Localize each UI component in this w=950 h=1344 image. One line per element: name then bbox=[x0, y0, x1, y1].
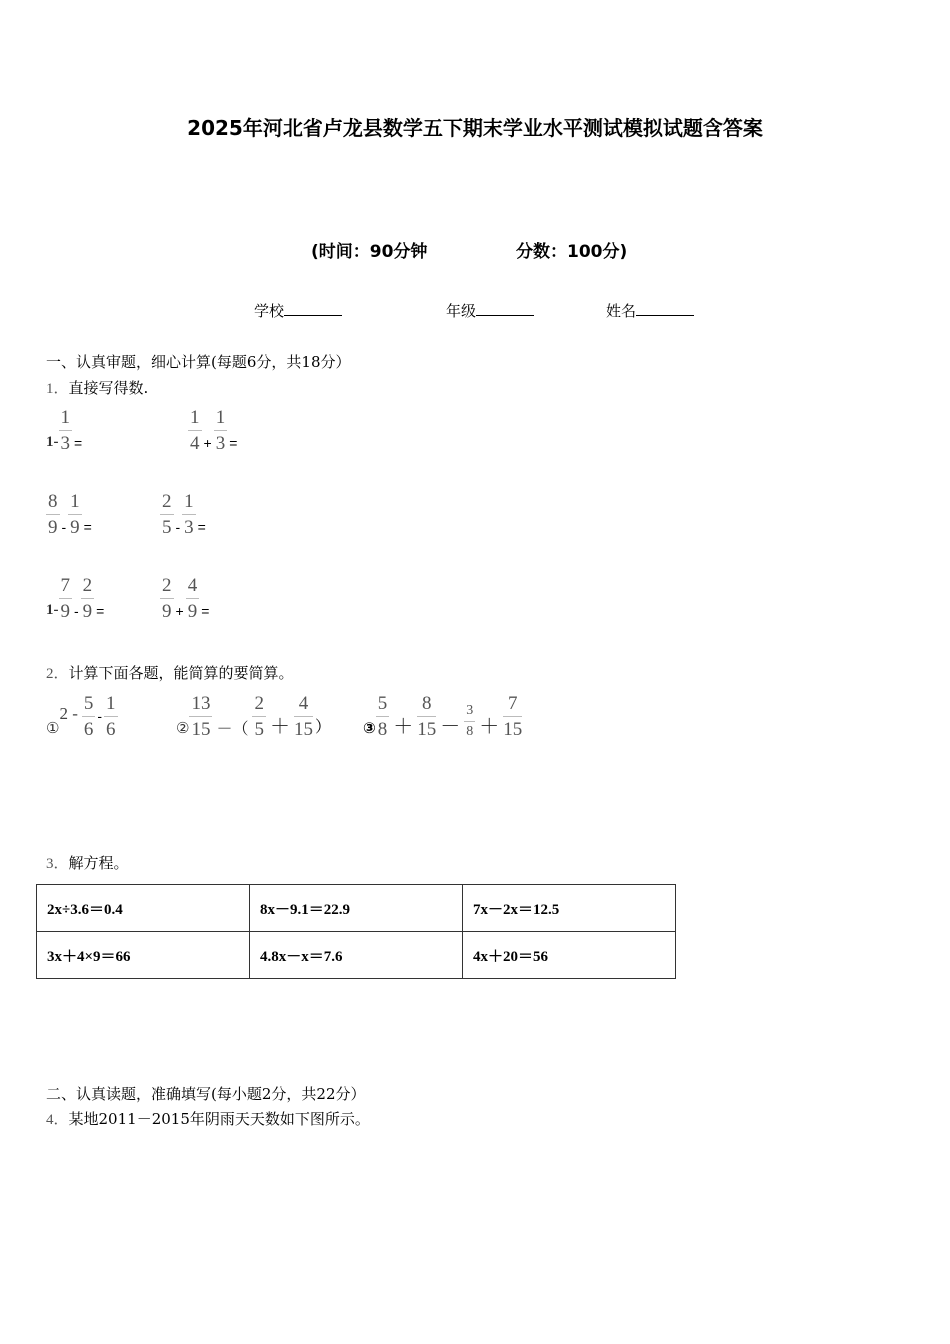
fraction: $\frac{8}{15}$ bbox=[417, 693, 437, 740]
q4-header bbox=[46, 1108, 370, 1129]
fraction: $\frac{1}{4}$ bbox=[190, 407, 200, 454]
name-label: 姓名 bbox=[606, 302, 637, 320]
q2-number: 2． bbox=[46, 666, 69, 682]
fraction: $\frac{4}{15}$ bbox=[293, 693, 313, 740]
fraction: $\frac{1}{6}$ bbox=[106, 693, 116, 740]
equation-cell: 8x－9.1＝22.9 bbox=[250, 885, 463, 932]
section2-heading: 二、认真读题，准确填写(每小题2分，共22分） bbox=[46, 1085, 366, 1103]
q1-item-4: $\frac{2}{5}$ - $\frac{1}{3}$ = bbox=[162, 491, 206, 538]
fraction: $\frac{2}{5}$ bbox=[254, 693, 264, 740]
page-title: 2025年河北省卢龙县数学五下期末学业水平测试模拟试题含答案 bbox=[187, 116, 763, 140]
name-field[interactable] bbox=[606, 300, 694, 321]
fraction: $\frac{1}{9}$ bbox=[70, 491, 80, 538]
q2-item-2: ② $\frac{13}{15}$ －（ $\frac{2}{5}$ ＋ $\frac{4}{15}$ ） bbox=[176, 693, 331, 740]
name-blank[interactable] bbox=[636, 301, 694, 316]
q2-item-1: ① 2 - $\frac{5}{6}$ - $\frac{1}{6}$ bbox=[46, 693, 116, 740]
q3-header bbox=[46, 852, 129, 873]
fraction: $\frac{1}{3}$ bbox=[215, 407, 226, 454]
fraction: $\frac{2}{9}$ bbox=[162, 575, 172, 622]
q1-item-2: $\frac{1}{4}$ + $\frac{1}{3}$ = bbox=[190, 407, 238, 454]
q4-number: 4． bbox=[46, 1112, 69, 1128]
equation-cell: 3x＋4×9＝66 bbox=[37, 932, 250, 979]
fraction: $\frac{7}{15}$ bbox=[503, 693, 523, 740]
equation-cell: 7x－2x＝12.5 bbox=[463, 885, 676, 932]
grade-label: 年级 bbox=[446, 302, 477, 320]
school-label: 学校 bbox=[254, 302, 285, 320]
q1-number: 1． bbox=[46, 381, 69, 397]
q1-header bbox=[46, 377, 148, 398]
fraction: $\frac{4}{9}$ bbox=[187, 575, 198, 622]
q1-item-5: 1- $\frac{7}{9}$ - $\frac{2}{9}$ = bbox=[46, 575, 105, 622]
score-label: 分数：100分) bbox=[516, 242, 628, 262]
table-row bbox=[37, 932, 676, 979]
fraction: $\frac{1}{3}$ bbox=[184, 491, 194, 538]
section1-heading: 一、认真审题，细心计算(每题6分，共18分） bbox=[46, 353, 351, 371]
fraction: $\frac{13}{15}$ bbox=[191, 693, 211, 740]
fraction: $\frac{8}{9}$ bbox=[48, 491, 58, 538]
equation-cell: 4.8x－x＝7.6 bbox=[250, 932, 463, 979]
grade-field[interactable] bbox=[446, 300, 534, 321]
fraction: $\frac{1}{3}$ bbox=[60, 407, 70, 454]
q1-item-1: 1- $\frac{1}{3}$ = bbox=[46, 407, 83, 454]
equation-cell: 4x＋20＝56 bbox=[463, 932, 676, 979]
table-row bbox=[37, 885, 676, 932]
q3-prompt: 解方程。 bbox=[68, 854, 129, 872]
fraction: $\frac{2}{5}$ bbox=[162, 491, 172, 538]
fraction: $\frac{3}{8}$ bbox=[466, 703, 474, 739]
fraction: $\frac{5}{8}$ bbox=[377, 693, 388, 740]
equations-table bbox=[36, 884, 676, 979]
fraction: $\frac{5}{6}$ bbox=[83, 693, 94, 740]
fraction: $\frac{7}{9}$ bbox=[60, 575, 70, 622]
q3-number: 3． bbox=[46, 856, 69, 872]
q2-header bbox=[46, 662, 294, 683]
q2-prompt: 计算下面各题，能简算的要简算。 bbox=[68, 664, 294, 682]
school-blank[interactable] bbox=[284, 301, 342, 316]
time-label: (时间：90分钟 bbox=[311, 242, 428, 262]
equation-cell: 2x÷3.6＝0.4 bbox=[37, 885, 250, 932]
school-field[interactable] bbox=[254, 300, 342, 321]
fraction: $\frac{2}{9}$ bbox=[82, 575, 93, 622]
q2-item-3: ③ $\frac{5}{8}$ ＋ $\frac{8}{15}$ － $\frac{3}{8}$ ＋ $\frac{7}{15}$ bbox=[363, 693, 523, 740]
q1-item-3: $\frac{8}{9}$ - $\frac{1}{9}$ = bbox=[48, 491, 92, 538]
q1-item-6: $\frac{2}{9}$ + $\frac{4}{9}$ = bbox=[162, 575, 210, 622]
q4-prompt: 某地2011－2015年阴雨天天数如下图所示。 bbox=[68, 1110, 370, 1128]
grade-blank[interactable] bbox=[476, 301, 534, 316]
q1-prompt: 直接写得数. bbox=[68, 379, 149, 397]
